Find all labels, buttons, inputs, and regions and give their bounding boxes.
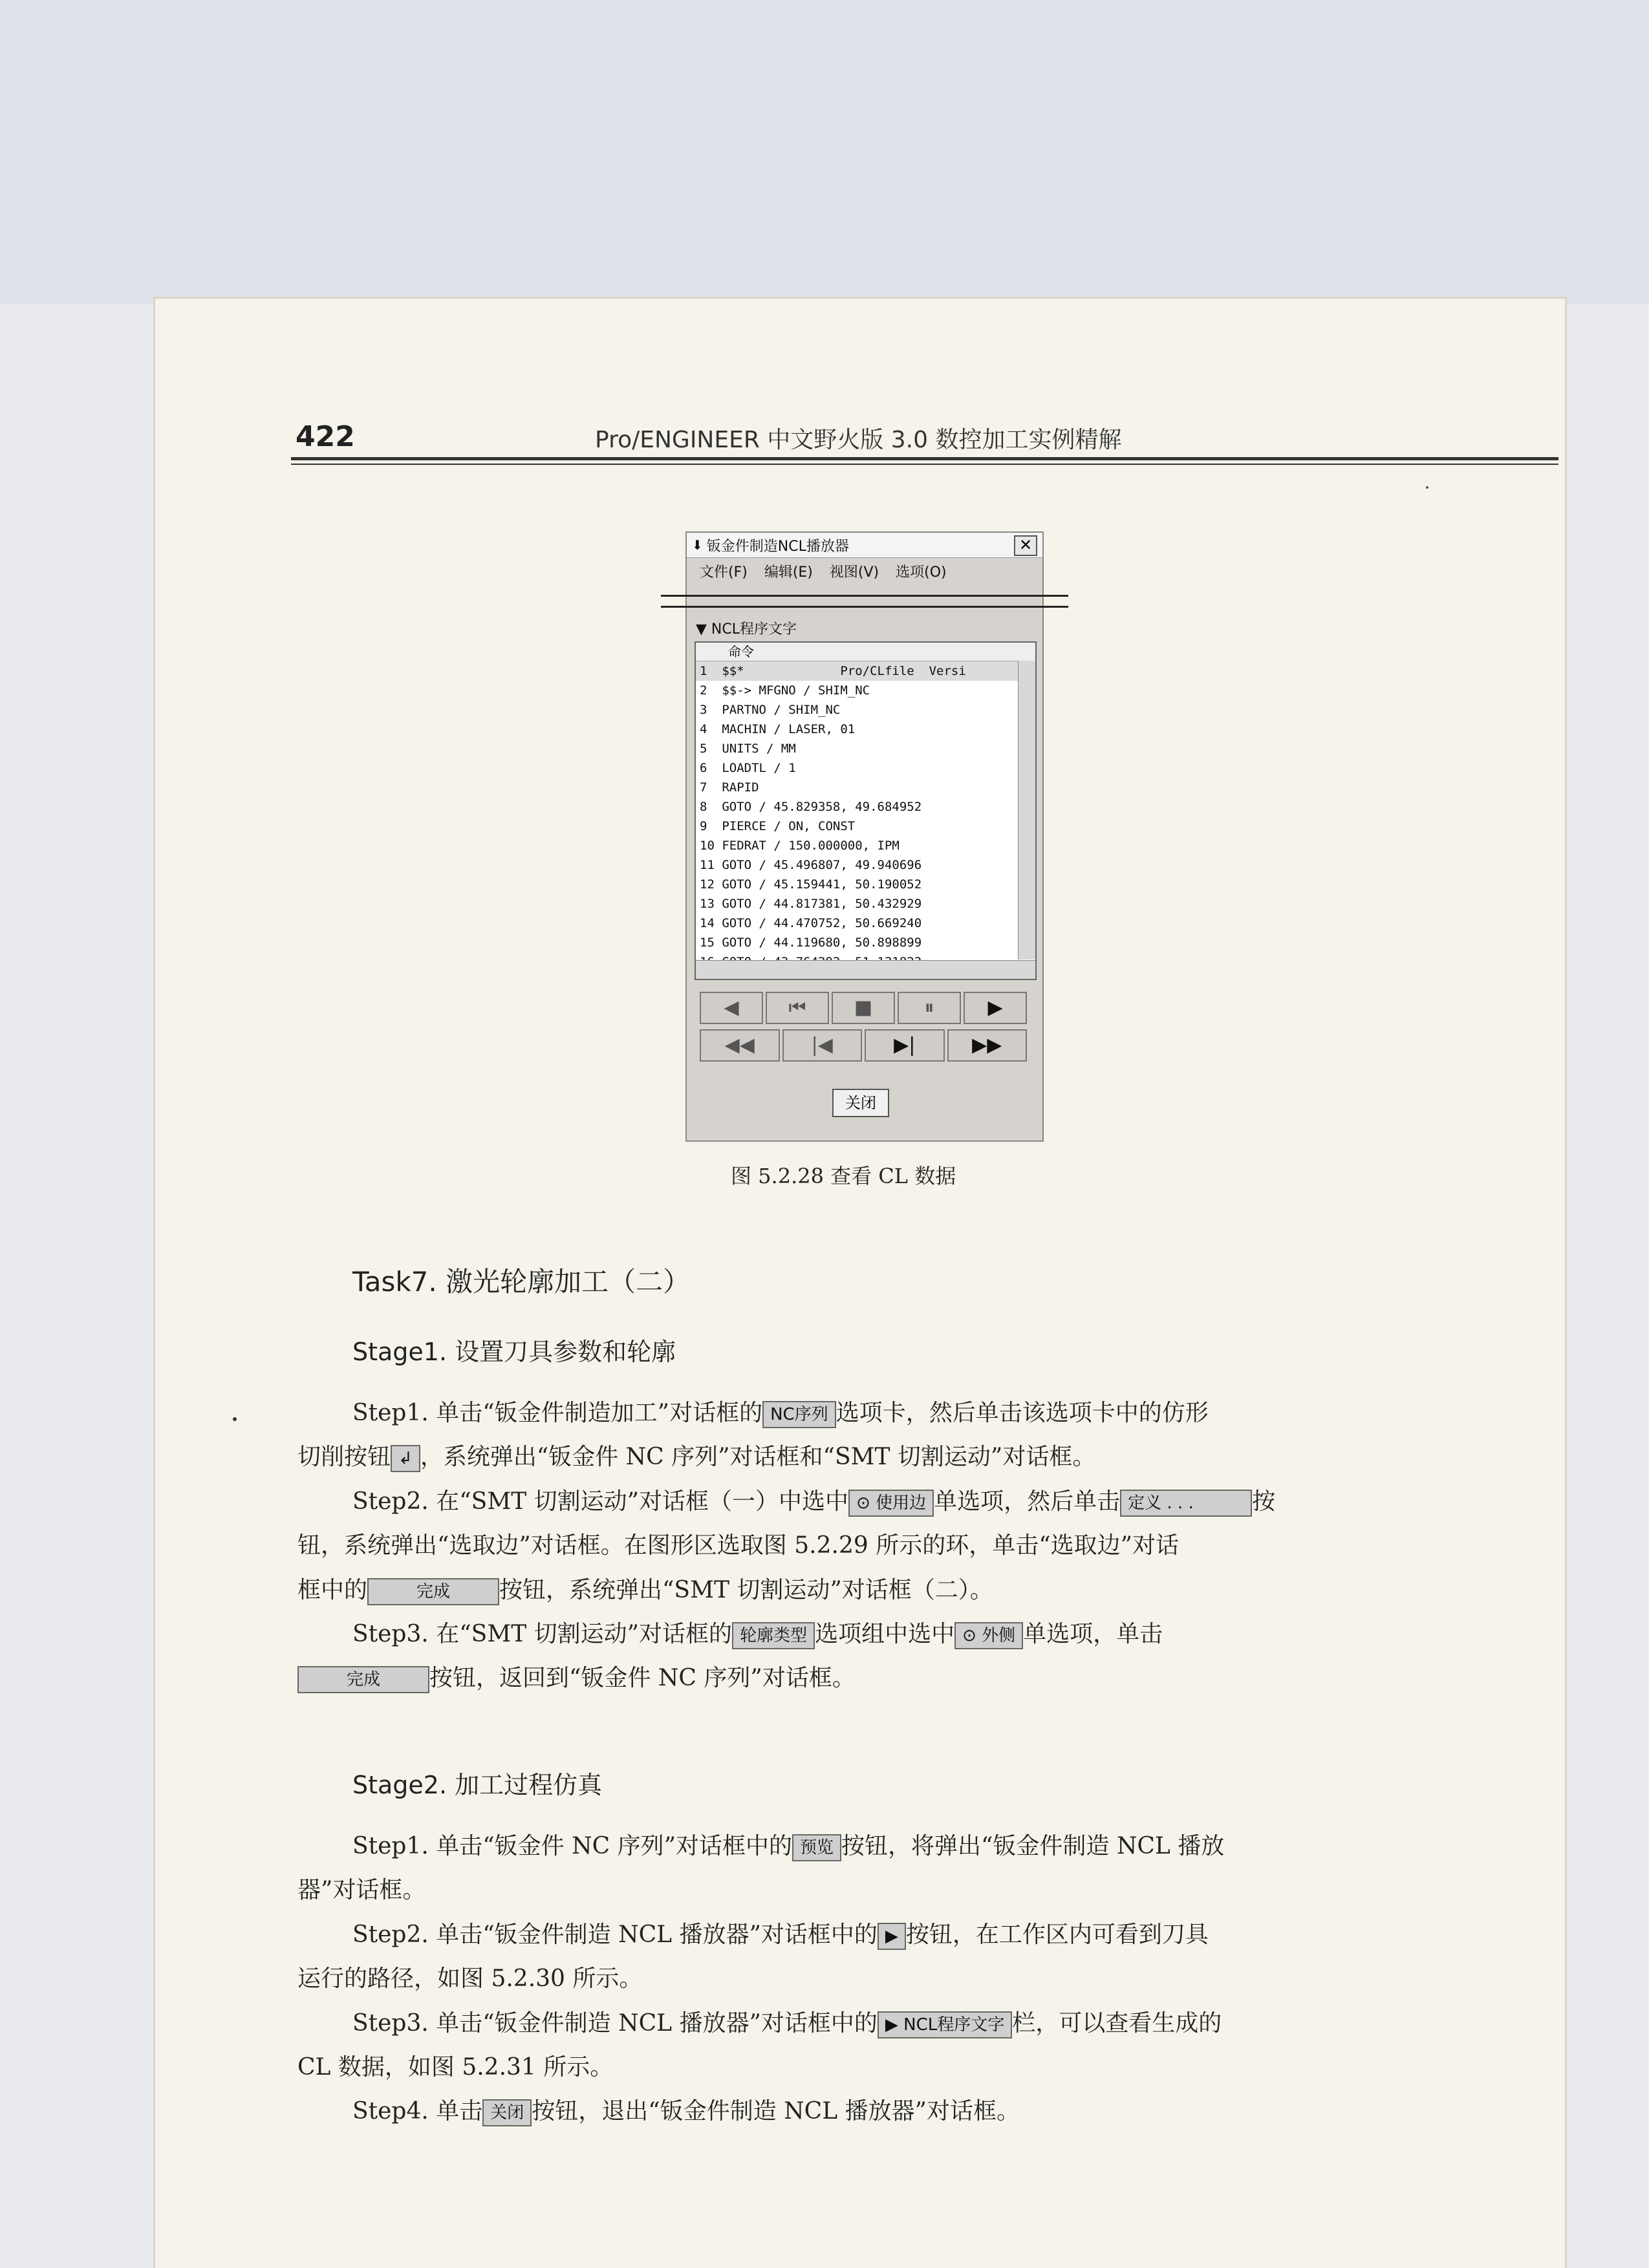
to-end-icon[interactable]: ▶|	[865, 1029, 945, 1062]
list-item[interactable]: 6 LOADTL / 1	[700, 761, 796, 775]
stage2-steps	[297, 1824, 1581, 2134]
dialog-titlebar	[687, 533, 1042, 558]
text: Step1. 单击“钣金件制造加工”对话框的	[352, 1400, 763, 1426]
section-toggle[interactable]: ▼ NCL程序文字	[696, 621, 797, 637]
stage1-step1	[352, 1391, 1581, 1435]
nc-sequence-tab-button[interactable]: NC序列	[762, 1401, 836, 1428]
dialog-title: 钣金件制造NCL播放器	[706, 538, 849, 555]
text: 选项卡，然后单击该选项卡中的仿形	[835, 1400, 1209, 1426]
play-button[interactable]: ▶	[878, 1923, 906, 1950]
text: 切削按钮	[297, 1444, 391, 1471]
book-page	[155, 299, 1565, 2268]
text: Step2. 单击“钣金件制造 NCL 播放器”对话框中的	[352, 1921, 878, 1948]
section-label: NCL程序文字	[711, 621, 797, 637]
text: 按	[1252, 1488, 1276, 1515]
stage1-step2	[352, 1480, 1581, 1524]
horizontal-scrollbar[interactable]	[696, 960, 1035, 979]
list-item[interactable]: 12 GOTO / 45.159441, 50.190052	[700, 877, 922, 892]
list-item[interactable]: 2 $$-> MFGNO / SHIM_NC	[700, 683, 870, 698]
text: Step3. 在“SMT 切割运动”对话框的	[352, 1620, 733, 1647]
text: ，系统弹出“钣金件 NC 序列”对话框和“SMT 切割运动”对话框。	[420, 1444, 1096, 1471]
task-title: Task7. 激光轮廓加工（二）	[352, 1266, 691, 1298]
text: 框中的	[297, 1576, 368, 1603]
outside-radio[interactable]: ⊙ 外侧	[954, 1622, 1023, 1649]
column-header: 命令	[696, 643, 1035, 661]
text: 按钮，返回到“钣金件 NC 序列”对话框。	[429, 1665, 856, 1692]
list-item[interactable]: 10 FEDRAT / 150.000000, IPM	[700, 839, 900, 853]
use-edge-radio[interactable]: ⊙ 使用边	[848, 1490, 934, 1517]
list-item[interactable]: 9 PIERCE / ON, CONST	[700, 819, 856, 833]
ncl-text-toggle[interactable]: ▶ NCL程序文字	[878, 2011, 1012, 2038]
stage1-title: Stage1. 设置刀具参数和轮廓	[352, 1338, 676, 1366]
list-item[interactable]: 1 $$* Pro/CLfile Versi	[696, 661, 1035, 681]
close-button[interactable]: 关闭	[832, 1089, 889, 1117]
stop-icon[interactable]: ■	[832, 992, 895, 1024]
list-item[interactable]: 3 PARTNO / SHIM_NC	[700, 703, 841, 717]
separator-lines	[661, 595, 1068, 617]
list-item[interactable]: 5 UNITS / MM	[700, 742, 796, 756]
rewind-start-icon[interactable]: ⏮	[766, 992, 829, 1024]
stage2-step4	[352, 2090, 1581, 2134]
text: Step2. 在“SMT 切割运动”对话框（一）中选中	[352, 1488, 849, 1515]
text: 按钮，系统弹出“SMT 切割运动”对话框（二）。	[499, 1576, 993, 1603]
text: 按钮，在工作区内可看到刀具	[905, 1921, 1209, 1948]
text: 器”对话框。	[297, 1877, 426, 1904]
fast-forward-icon[interactable]: ▶▶	[947, 1029, 1028, 1062]
stage2-step2	[352, 1913, 1581, 1957]
stage2-step1-cont	[297, 1868, 1581, 1912]
to-start-icon[interactable]: |◀	[782, 1029, 863, 1062]
stage1-step2-cont	[297, 1524, 1581, 1568]
list-item[interactable]: 8 GOTO / 45.829358, 49.684952	[700, 800, 922, 814]
stage2-step2-cont	[297, 1957, 1581, 2001]
ncl-text-list[interactable]	[695, 641, 1037, 980]
stage2-title: Stage2. 加工过程仿真	[352, 1771, 603, 1799]
profile-type-group[interactable]: 轮廓类型	[732, 1622, 815, 1649]
define-button[interactable]: 定义 . . .	[1120, 1490, 1252, 1517]
text: 单选项，然后单击	[934, 1488, 1121, 1515]
play-icon[interactable]: ▶	[964, 992, 1027, 1024]
figure-caption: 图 5.2.28 查看 CL 数据	[731, 1164, 956, 1188]
list-item[interactable]: 4 MACHIN / LASER, 01	[700, 722, 856, 736]
list-item[interactable]: 11 GOTO / 45.496807, 49.940696	[700, 858, 922, 872]
stage2-step3	[352, 2002, 1581, 2046]
text: 按钮，退出“钣金件制造 NCL 播放器”对话框。	[532, 2098, 1020, 2125]
stage2-step3-cont	[297, 2046, 1581, 2090]
menu-view[interactable]: 视图(V)	[829, 564, 879, 581]
fast-back-icon[interactable]: ◀◀	[700, 1029, 780, 1062]
stage1-step3-cont	[297, 1656, 1581, 1700]
text: 选项组中选中	[815, 1620, 955, 1647]
done-button[interactable]: 完成	[367, 1578, 499, 1605]
profile-cut-icon[interactable]: ↲	[391, 1445, 420, 1472]
stray-mark-2	[1426, 486, 1428, 489]
header-rule-thin	[291, 464, 1558, 465]
book-title: Pro/ENGINEER 中文野火版 3.0 数控加工实例精解	[595, 427, 1122, 453]
menu-file[interactable]: 文件(F)	[700, 564, 748, 581]
stage1-step1-cont	[297, 1435, 1581, 1479]
pause-icon[interactable]: ⏸	[898, 992, 961, 1024]
stage1-steps	[297, 1391, 1581, 1701]
close-icon[interactable]: ✕	[1014, 535, 1037, 556]
text: 按钮，将弹出“钣金件制造 NCL 播放	[841, 1833, 1225, 1859]
text: Step3. 单击“钣金件制造 NCL 播放器”对话框中的	[352, 2009, 878, 2037]
text: 栏，可以查看生成的	[1012, 2009, 1222, 2037]
step-back-icon[interactable]: ◀	[700, 992, 763, 1024]
stage1-step2-cont2	[297, 1568, 1581, 1612]
list-item[interactable]: 7 RAPID	[700, 780, 759, 795]
text: 单选项，单击	[1023, 1620, 1163, 1647]
list-item[interactable]: 14 GOTO / 44.470752, 50.669240	[700, 916, 922, 930]
text: CL 数据，如图 5.2.31 所示。	[297, 2053, 614, 2081]
menu-edit[interactable]: 编辑(E)	[764, 564, 813, 581]
stage2-step1	[352, 1824, 1581, 1868]
list-item[interactable]: 15 GOTO / 44.119680, 50.898899	[700, 936, 922, 950]
text: 钮，系统弹出“选取边”对话框。在图形区选取图 5.2.29 所示的环，单击“选取边”对话	[297, 1532, 1180, 1559]
text: Step4. 单击	[352, 2098, 483, 2125]
app-icon: ⬇	[692, 537, 703, 553]
ncl-player-dialog	[685, 531, 1044, 1142]
header-rule	[291, 457, 1558, 460]
stage1-step3	[352, 1612, 1581, 1656]
close-button-inline[interactable]: 关闭	[482, 2099, 532, 2126]
text: 运行的路径，如图 5.2.30 所示。	[297, 1965, 643, 1993]
playback-controls-top	[700, 992, 1029, 1024]
done-button-2[interactable]: 完成	[297, 1666, 429, 1693]
menu-options[interactable]: 选项(O)	[896, 564, 947, 581]
vertical-scrollbar[interactable]	[1018, 661, 1035, 959]
scan-background	[0, 0, 1649, 304]
text: Step1. 单击“钣金件 NC 序列”对话框中的	[352, 1833, 793, 1859]
list-item[interactable]: 13 GOTO / 44.817381, 50.432929	[700, 897, 922, 911]
menu-bar	[687, 558, 1042, 584]
page-number: 422	[296, 420, 355, 453]
preview-button[interactable]: 预览	[792, 1834, 841, 1861]
stray-mark	[233, 1417, 237, 1421]
playback-controls-bottom	[700, 1029, 1029, 1062]
